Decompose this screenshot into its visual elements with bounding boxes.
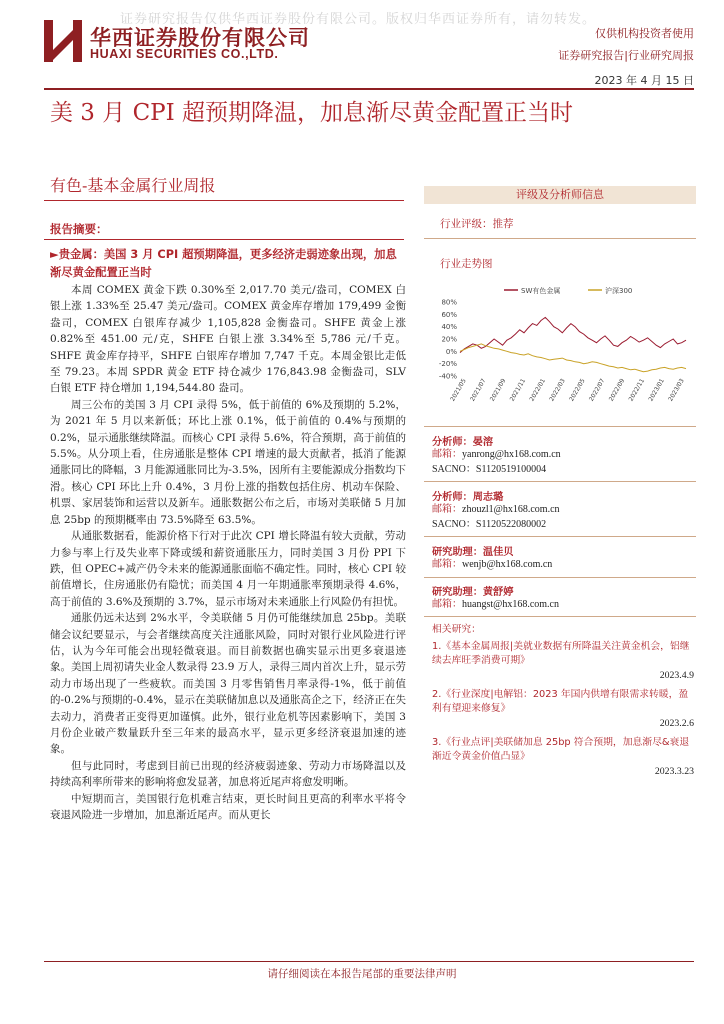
analyst-sac: SACNO：S1120522080002 [432, 519, 547, 530]
y-tick-label: -20% [438, 360, 457, 369]
x-tick-label: 2022/03 [548, 377, 567, 403]
analyst-contact [432, 447, 561, 477]
related-item-date: 2023.3.23 [654, 766, 694, 777]
chart-divider [424, 426, 696, 427]
series-line [460, 317, 686, 352]
audience-note: 仅供机构投资者使用 [595, 27, 694, 40]
related-heading: 相关研究： [432, 624, 481, 635]
huaxi-logo-icon [44, 20, 82, 62]
paragraph: 通胀仍远未达到 2%水平，令美联储 5 月仍可能继续加息 25bp。美联储会议纪要显示，与会者继续高度关注通胀风险，同时对银行业风险进行评估，认为今年可能会出现轻微衰退。而目前数据也确实显示出更多衰退迹象。美国上周初请失业金人数录得 23.9 万人，录得三周内首次上升，显示劳动力市场出现了一些疲软。而美国 3 月零售销售月率录得-1%，低于前值的-0.2%与预期的-0.4%，显示在美联储加息以及通胀高企之下，经济正在失去动力，消费者正变得更加谨慎。此外，银行业危机等因素影响下，美国 3 月份企业破产数量跃升至三年来的最高水平，显示更多经济衰退加速的迹象。 [50, 612, 406, 756]
assistant-divider [424, 616, 696, 617]
rating-label: 行业评级： [440, 218, 493, 230]
legend-label: SW有色金属 [521, 287, 561, 295]
x-tick-label: 2021/11 [508, 377, 528, 403]
watermark-text: 证券研究报告仅供华西证券股份有限公司。版权归华西证券所有，请勿转发。 [120, 12, 597, 27]
x-tick-label: 2023/03 [667, 377, 686, 403]
legal-footer: 请仔细阅读在本报告尾部的重要法律声明 [267, 968, 457, 980]
analyst-sac: SACNO：S1120519100004 [432, 464, 547, 475]
subtitle-divider [44, 200, 404, 201]
sidebar-heading: 评级及分析师信息 [424, 186, 696, 204]
x-tick-label: 2022/07 [587, 377, 607, 403]
paragraph: 本周 COMEX 黄金下跌 0.30%至 2,017.70 美元/盎司，COMEX 白银上涨 1.33%至 25.47 美元/盎司。COMEX 黄金库存增加 179,499 金衡盎司，COMEX 白银库存减少 1,105,828 金衡盎司。SHFE 黄金上涨 0.82%至 451.00 元/克，SHFE 白银上涨 3.34%至 5,786 元/千克。SHFE 黄金库存持平，SHFE 白银库存增加 7,747 千克。本周金银比走低至 79.23。本周 SPDR 黄金 ETF 持仓减少 176,843.98 金衡盎司，SLV 白银 ETF 持仓增加 1,194,544.80 盎司。 [50, 284, 406, 395]
company-name-en: HUAXI SECURITIES CO.,LTD. [90, 47, 279, 61]
report-subtitle: 有色-基本金属行业周报 [50, 176, 216, 195]
paragraph: 但与此同时，考虑到目前已出现的经济疲弱迹象、劳动力市场降温以及持续高利率所带来的影响将愈发显著，加息将近尾声将愈发明晰。 [50, 759, 406, 789]
lead-paragraph: ►贵金属：美国 3 月 CPI 超预期降温，更多经济走弱迹象出现，加息渐尽黄金配置正当时 [50, 248, 397, 279]
assistant-divider [424, 577, 696, 578]
paragraph: 从通胀数据看，能源价格下行对于此次 CPI 增长降温有较大贡献，劳动力参与率上行及失业率下降或缓和薪资通胀压力，同时美国 3 月份 PPI 下跌，但 OPEC+减产仍令未来的能源通胀面临不确定性。同时，核心 CPI 较前值增长，住房通胀仍有隐忧；而美国 4 月一年期通胀率预期录得 4.6%，高于前值的 3.6%及预期的 3.7%，显示市场对未来通胀上行风险仍有担忧。 [50, 530, 406, 608]
y-tick-label: 0% [445, 347, 457, 356]
report-title: 美 3 月 CPI 超预期降温，加息渐尽黄金配置正当时 [50, 100, 574, 126]
assistant-name: 研究助理：温佳贝 [432, 547, 514, 558]
analyst-name: 分析师：晏溶 [432, 437, 494, 448]
x-tick-label: 2022/01 [528, 377, 548, 403]
footer-divider [44, 961, 694, 962]
x-tick-label: 2022/09 [607, 377, 627, 403]
related-item-text[interactable]: 1.《基本金属周报|美就业数据有所降温关注黄金机会，铝继续去库旺季消费可期》 [432, 641, 690, 666]
analyst-contact [432, 502, 560, 532]
report-date: 2023 年 4 月 15 日 [594, 74, 694, 87]
x-tick-label: 2023/01 [647, 377, 666, 403]
industry-trend-chart [424, 286, 696, 420]
y-tick-label: 20% [441, 335, 457, 344]
company-name-cn: 华西证券股份有限公司 [90, 26, 310, 50]
analyst-divider [424, 536, 696, 537]
abstract-heading: 报告摘要： [50, 222, 108, 236]
analyst-divider [424, 481, 696, 482]
report-type: 证券研究报告|行业研究周报 [558, 49, 694, 62]
body-text [50, 282, 406, 823]
analyst-email[interactable]: yanrong@hx168.com.cn [462, 449, 561, 460]
assistant-name: 研究助理：黄舒婷 [432, 587, 514, 598]
paragraph: 中短期而言，美国银行危机难言结束，更长时间且更高的利率水平将令衰退风险进一步增加，加息渐近尾声。而从更长 [50, 792, 406, 821]
related-item-date: 2023.4.9 [659, 670, 694, 681]
x-tick-label: 2022/11 [627, 377, 647, 403]
assistant-contact [432, 557, 552, 572]
abstract-divider [44, 239, 404, 240]
email-label: 邮箱： [432, 559, 462, 570]
related-item-text[interactable]: 2.《行业深度|电解铝：2023 年国内供增有限需求转暖，盈利有望迎来修复》 [432, 689, 689, 714]
related-item-date: 2023.2.6 [659, 718, 694, 729]
assistant-email[interactable]: wenjb@hx168.com.cn [462, 559, 553, 570]
x-tick-label: 2021/07 [469, 377, 488, 403]
x-tick-label: 2021/09 [488, 377, 508, 403]
analyst-name: 分析师：周志璐 [432, 492, 504, 503]
assistant-email[interactable]: huangst@hx168.com.cn [462, 599, 559, 610]
paragraph: 周三公布的美国 3 月 CPI 录得 5%，低于前值的 6%及预期的 5.2%，为 2021 年 5 月以来新低；环比上涨 0.1%，低于前值的 0.4%与预期的 0.2%，显示通胀继续降温。而核心 CPI 录得 5.6%，符合预期，高于前值的 5.5%。从分项上看，住房通胀是整体 CPI 增速的最大贡献者，抵消了能源通胀同比的降幅，3 月能源通胀同比为-3.5%，因所有主要能源成分指数均下滑。核心 CPI 环比上升 0.4%，3 月份上涨的指数包括住房、机动车保险、机票、家居装饰和运营以及新车。通胀数据公布之后，市场对美联储 5 月加息 25bp 的预期概率由 73.5%降至 63.5%。 [50, 398, 406, 526]
rating-row [440, 216, 514, 231]
email-label: 邮箱： [432, 449, 462, 460]
y-tick-label: 40% [441, 323, 457, 332]
related-research [432, 623, 694, 784]
y-tick-label: -40% [438, 372, 457, 381]
y-tick-label: 60% [441, 310, 457, 319]
email-label: 邮箱： [432, 504, 462, 515]
y-tick-label: 80% [441, 298, 457, 307]
related-item-text[interactable]: 3.《行业点评|美联储加息 25bp 符合预期，加息渐尽&衰退渐近令黄金价值凸显》 [432, 737, 690, 762]
legend-label: 沪深300 [605, 287, 633, 295]
chart-title: 行业走势图 [440, 258, 493, 270]
x-tick-label: 2022/05 [568, 377, 587, 403]
rating-value: 推荐 [492, 218, 514, 230]
x-tick-label: 2021/05 [449, 377, 468, 403]
assistant-contact [432, 597, 559, 612]
analyst-email[interactable]: zhouzl1@hx168.com.cn [462, 504, 560, 515]
series-line [460, 344, 686, 372]
rating-divider [424, 238, 696, 239]
header-divider [44, 88, 694, 90]
email-label: 邮箱： [432, 599, 462, 610]
